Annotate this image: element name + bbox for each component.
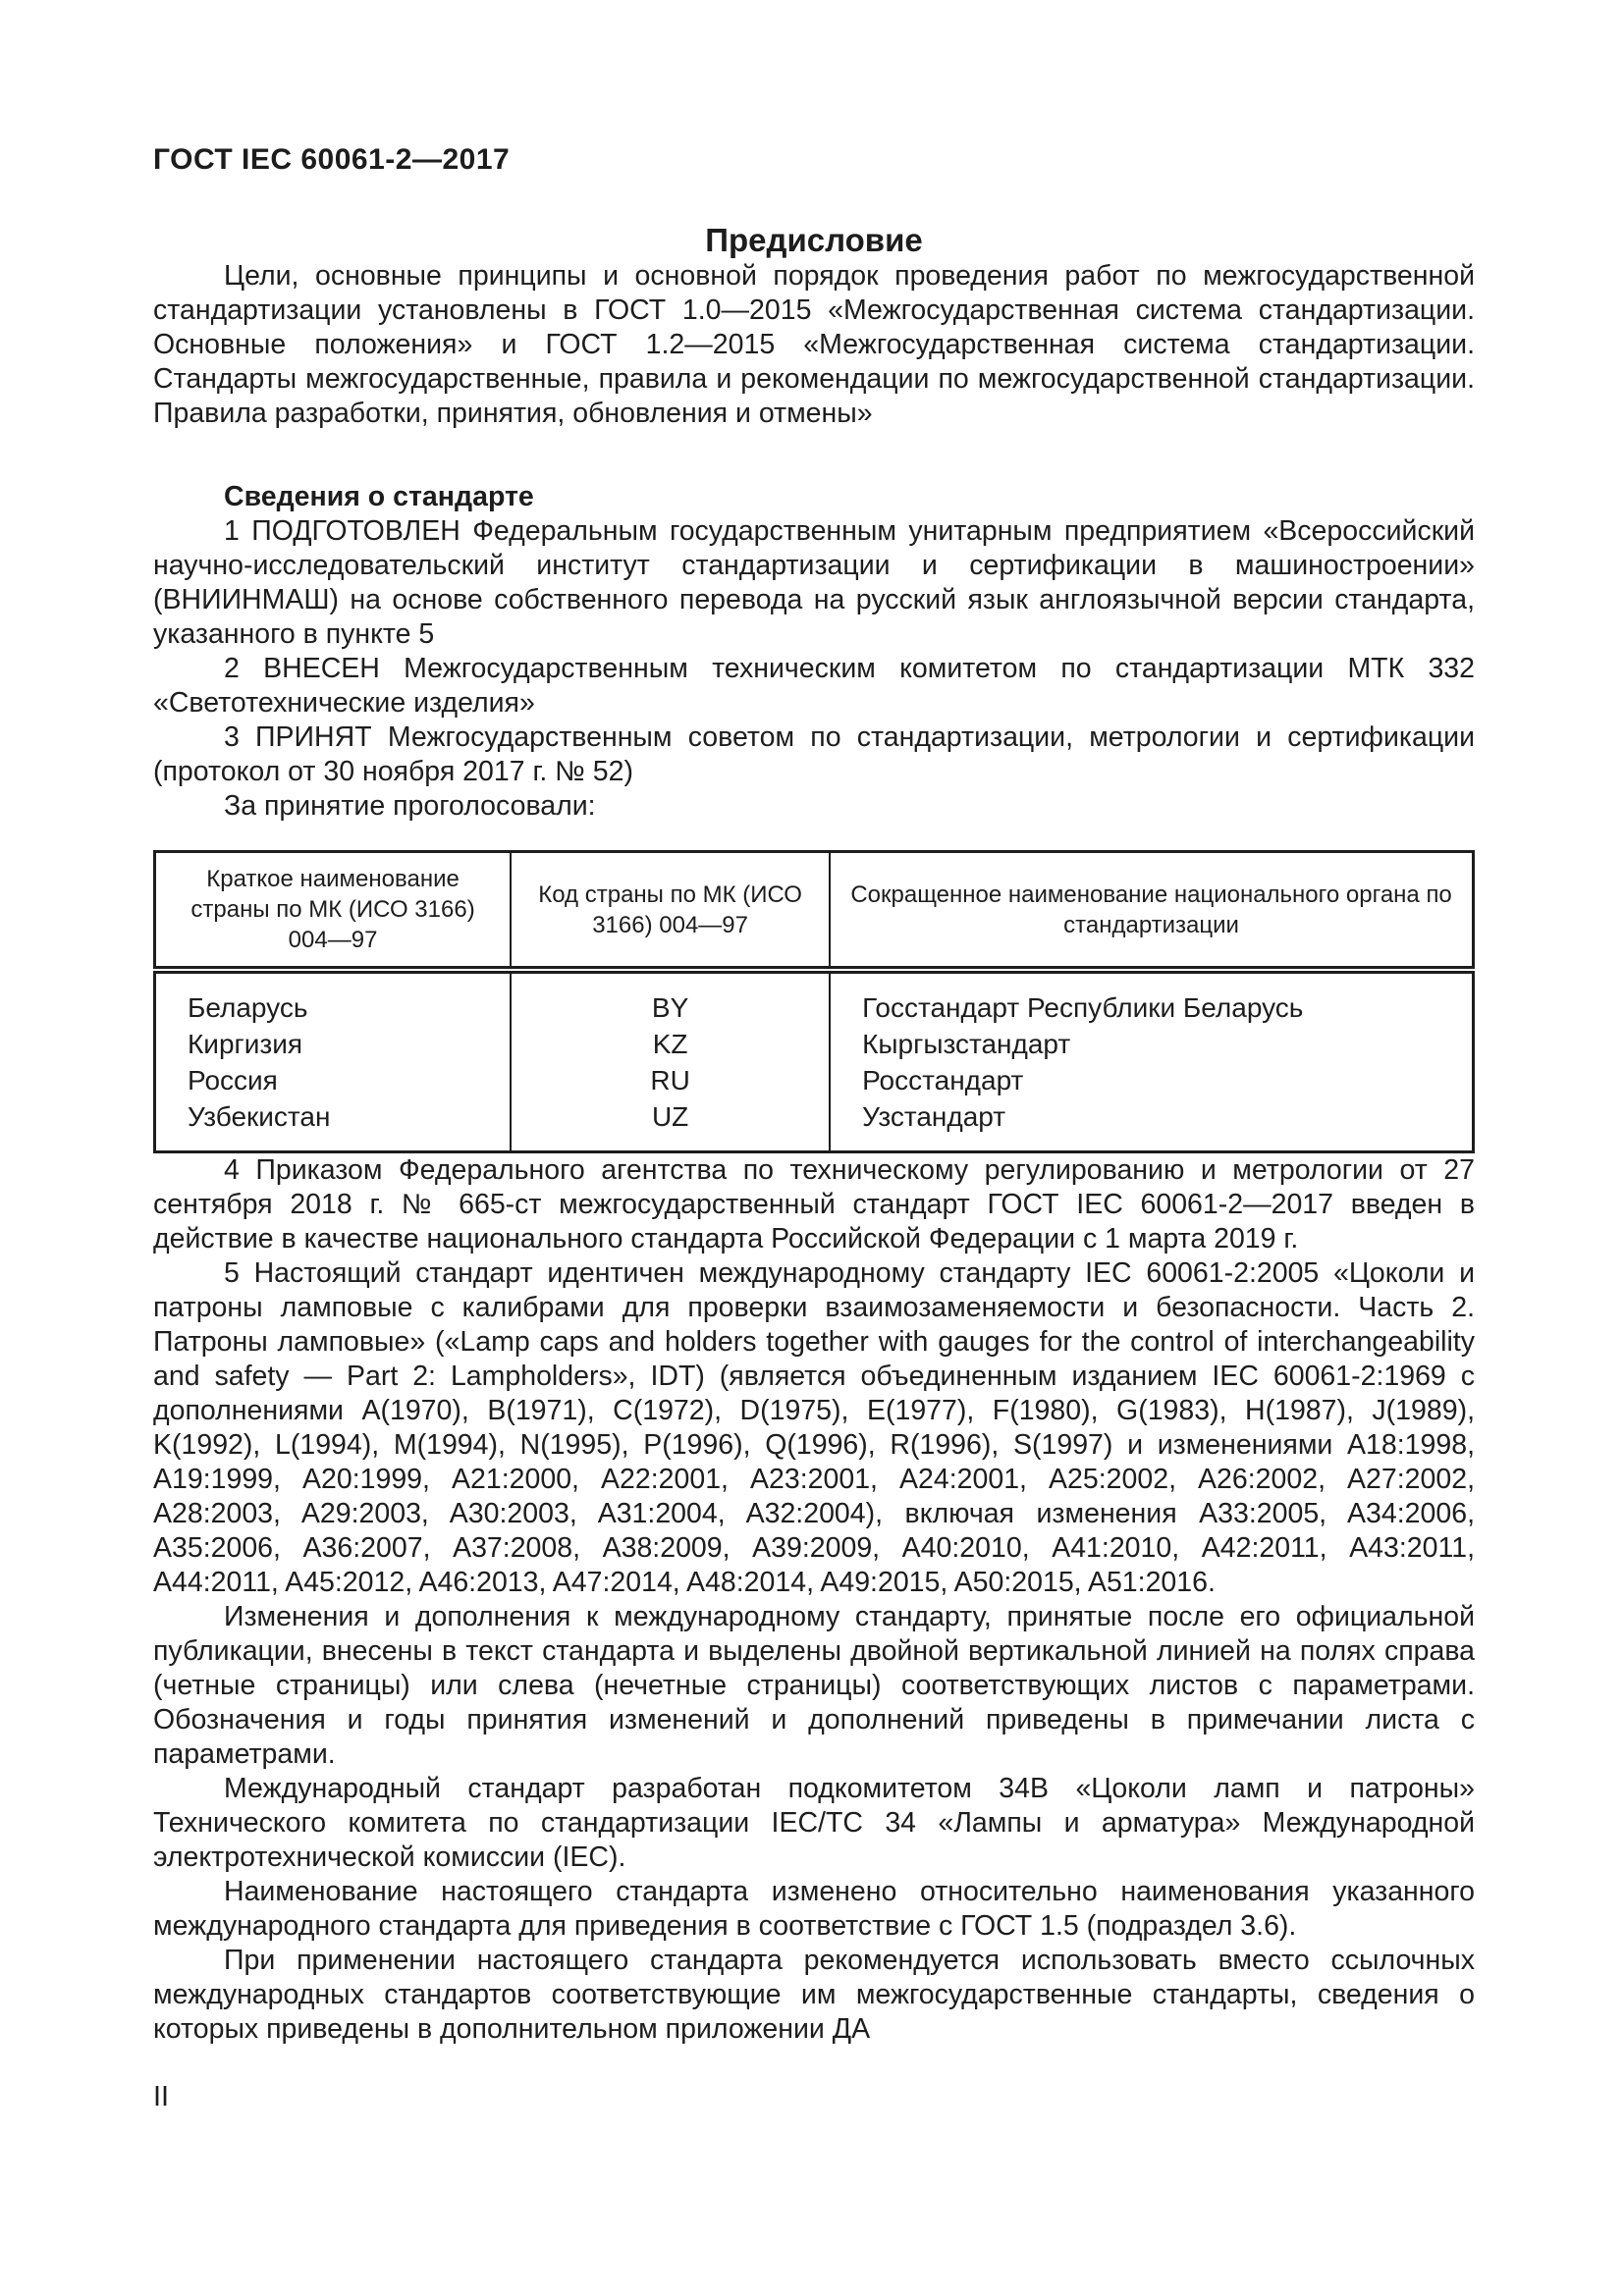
- vote-table-wrapper: [153, 850, 1475, 1153]
- foreword-item-3: 3 ПРИНЯТ Межгосударственным советом по стандартизации, метрологии и сертификации (протокол от 30 ноября 2017 г. № 52): [153, 721, 1475, 787]
- paragraph-title-changed: Наименование настоящего стандарта изменено относительно наименования указанного международного стандарта для приведения в соответствие с ГОСТ 1.5 (подраздел 3.6).: [153, 1876, 1475, 1942]
- country-cell: Киргизия: [155, 1026, 512, 1062]
- standard-info-heading: Сведения о стандарте: [224, 481, 534, 512]
- foreword-item-1: 1 ПОДГОТОВЛЕН Федеральным государственным унитарным предприятием «Всероссийский научно-исследовательский институт стандартизации и сертификации в машиностроении» (ВНИИНМАШ) на основе собственного перевода на русский язык англоязычной версии стандарта, указанного в пункте 5: [153, 515, 1475, 650]
- code-cell: BY: [511, 970, 830, 1026]
- code-cell: KZ: [511, 1026, 830, 1062]
- vote-table: [153, 850, 1475, 1153]
- table-row: [155, 970, 1474, 1026]
- table-row: [155, 1026, 1474, 1062]
- paragraph-recommendation: При применении настоящего стандарта рекомендуется использовать вместо ссылочных международных стандартов соответствующие им межгосударственные стандарты, сведения о которых приведены в дополнительном приложении ДА: [153, 1945, 1475, 2045]
- vote-intro-line: За принятие проголосовали:: [224, 790, 596, 822]
- body-cell: Госстандарт Республики Беларусь: [830, 970, 1473, 1026]
- body-cell: Кыргызстандарт: [830, 1026, 1473, 1062]
- code-cell: UZ: [511, 1098, 830, 1152]
- foreword-item-2: 2 ВНЕСЕН Межгосударственным техническим комитетом по стандартизации МТК 332 «Светотехнические изделия»: [153, 653, 1475, 719]
- code-cell: RU: [511, 1062, 830, 1098]
- body-cell: Узстандарт: [830, 1098, 1473, 1152]
- vote-table-header-row: [155, 852, 1474, 971]
- country-cell: Россия: [155, 1062, 512, 1098]
- paragraph-developed-by: Международный стандарт разработан подкомитетом 34B «Цоколи ламп и патроны» Технического комитета по стандартизации IEC/ТС 34 «Лампы и арматура» Международной электротехнической комиссии (IEC).: [153, 1773, 1475, 1873]
- doc-code: ГОСТ IEC 60061-2—2017: [153, 143, 511, 176]
- foreword-item-4: 4 Приказом Федерального агентства по техническому регулированию и метрологии от 27 сентября 2018 г. № 665-ст межгосударственный стандарт ГОСТ IEC 60061-2—2017 введен в действие в качестве национального стандарта Российской Федерации с 1 марта 2019 г.: [153, 1154, 1475, 1255]
- table-row: [155, 1062, 1474, 1098]
- page-title: Предисловие: [705, 222, 923, 258]
- foreword-item-5: 5 Настоящий стандарт идентичен международному стандарту IEC 60061-2:2005 «Цоколи и патроны ламповые с калибрами для проверки взаимозаменяемости и безопасности. Часть 2. Патроны ламповые» («Lamp caps and holders together with gauges for the control of interchangeability and safety — Part 2: Lampholders», IDT) (является объединенным изданием IEC 60061-2:1969 с дополнениями A(1970), B(1971), C(1972), D(1975), E(1977), F(1980), G(1983), H(1987), J(1989), K(1992), L(1994), M(1994), N(1995), P(1996), Q(1996), R(1996), S(1997) и изменениями A18:1998, A19:1999, A20:1999, A21:2000, A22:2001, A23:2001, A24:2001, A25:2002, A26:2002, A27:2002, A28:2003, A29:2003, A30:2003, A31:2004, A32:2004), включая изменения A33:2005, A34:2006, A35:2006, A36:2007, A37:2008, A38:2009, A39:2009, A40:2010, A41:2010, A42:2011, A43:2011, A44:2011, A45:2012, A46:2013, A47:2014, A48:2014, A49:2015, A50:2015, A51:2016.: [153, 1257, 1475, 1598]
- vote-table-header-body: Сокращенное наименование национального органа по стандартизации: [830, 852, 1473, 971]
- country-cell: Узбекистан: [155, 1098, 512, 1152]
- body-cell: Росстандарт: [830, 1062, 1473, 1098]
- paragraph-amendments-note: Изменения и дополнения к международному стандарту, принятые после его официальной публикации, внесены в текст стандарта и выделены двойной вертикальной линией на полях справа (четные страницы) или слева (нечетные страницы) соответствующих листов с параметрами. Обозначения и годы принятия изменений и дополнений приведены в примечании листа с параметрами.: [153, 1601, 1475, 1770]
- page-number: II: [153, 2081, 170, 2112]
- country-cell: Беларусь: [155, 970, 512, 1026]
- vote-table-header-country: Краткое наименование страны по МК (ИСО 3166) 004—97: [155, 852, 512, 971]
- foreword-intro-paragraph: Цели, основные принципы и основной порядок проведения работ по межгосударственной стандартизации установлены в ГОСТ 1.0—2015 «Межгосударственная система стандартизации. Основные положения» и ГОСТ 1.2—2015 «Межгосударственная система стандартизации. Стандарты межгосударственные, правила и рекомендации по межгосударственной стандартизации. Правила разработки, принятия, обновления и отмены»: [153, 260, 1475, 429]
- vote-table-header-code: Код страны по МК (ИСО 3166) 004—97: [511, 852, 830, 971]
- table-row: [155, 1098, 1474, 1152]
